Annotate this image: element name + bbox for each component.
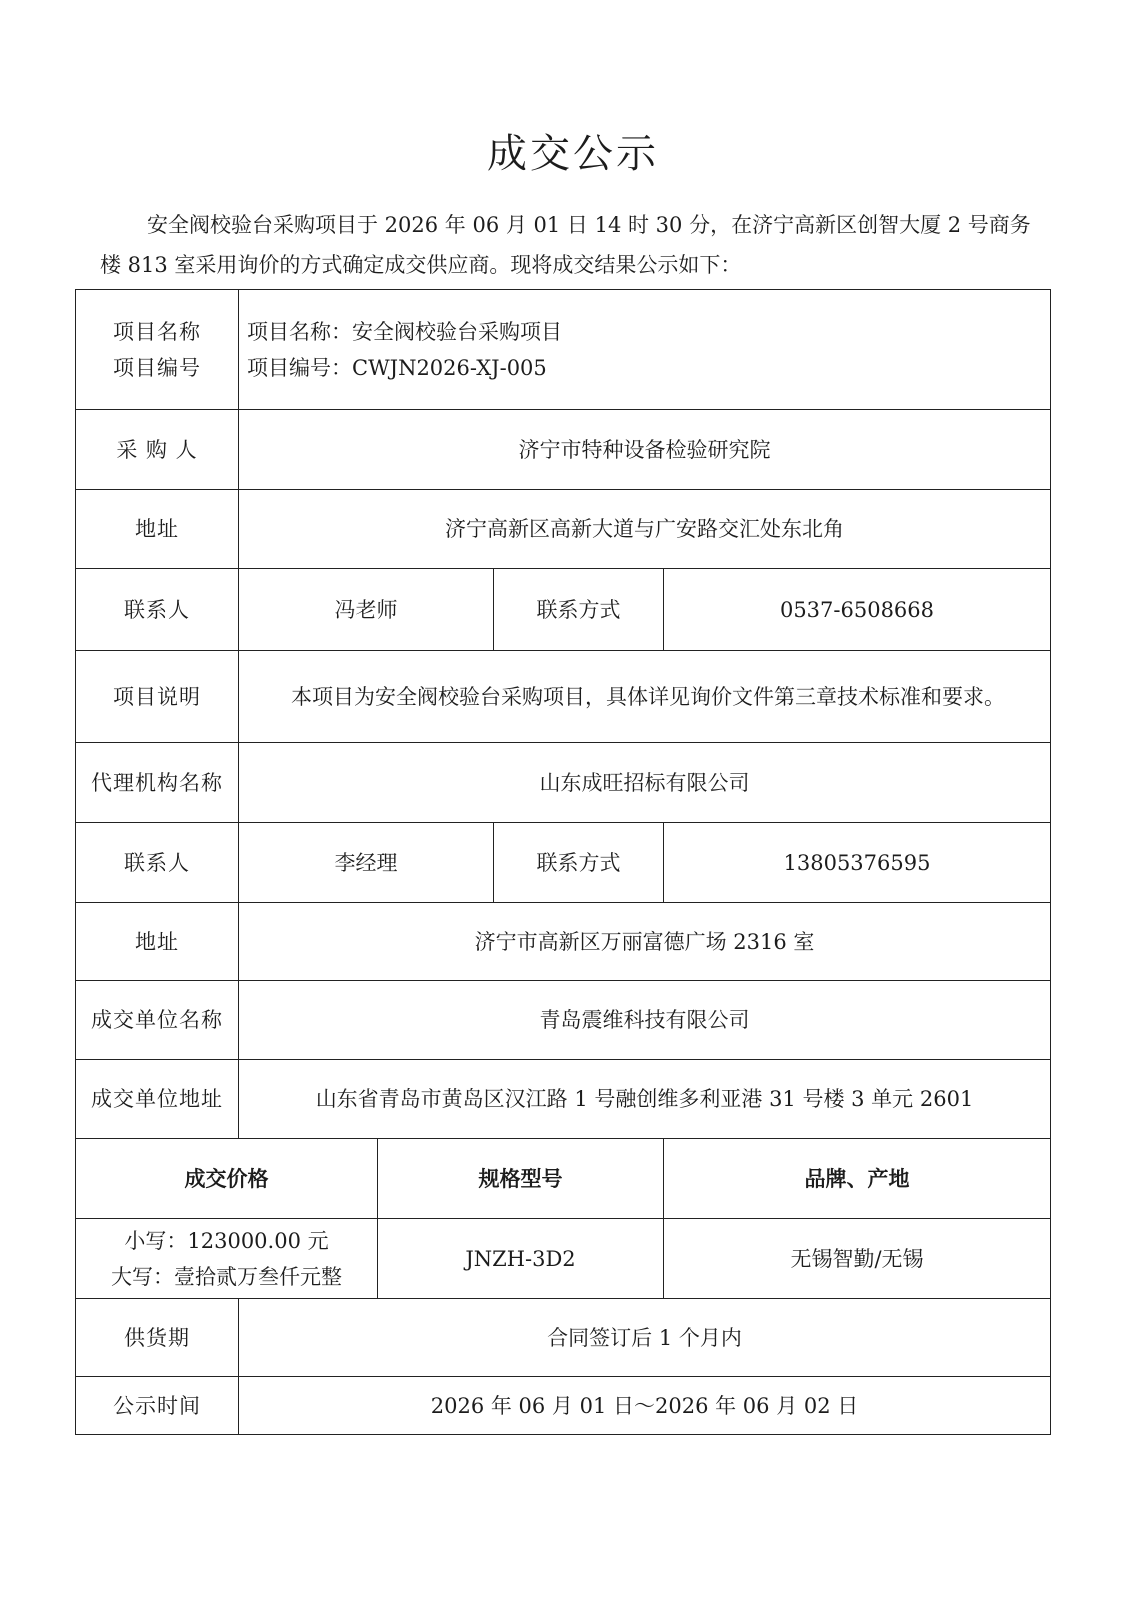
- project-labels: [76, 290, 239, 410]
- agency-address-label: 地址: [76, 903, 239, 981]
- agency-phone-label: 联系方式: [494, 823, 664, 903]
- row-publicity: [76, 1377, 1051, 1435]
- row-project: [76, 290, 1051, 410]
- brand-value: 无锡智勤/无锡: [664, 1219, 1051, 1299]
- row-delivery: [76, 1299, 1051, 1377]
- page-title: 成交公示: [487, 131, 659, 177]
- publicity-value: 2026 年 06 月 01 日～2026 年 06 月 02 日: [239, 1377, 1051, 1435]
- row-agency: [76, 743, 1051, 823]
- project-code-label: 项目编号: [113, 355, 201, 380]
- row-description: [76, 651, 1051, 743]
- agency-phone-value: 13805376595: [664, 823, 1051, 903]
- delivery-value: 合同签订后 1 个月内: [239, 1299, 1051, 1377]
- price-small: 小写：123000.00 元: [124, 1228, 329, 1253]
- agency-value: 山东成旺招标有限公司: [239, 743, 1051, 823]
- row-deal-values: [76, 1219, 1051, 1299]
- winner-address-label: 成交单位地址: [76, 1060, 239, 1139]
- model-header: 规格型号: [378, 1139, 664, 1219]
- row-purchaser-contact: [76, 569, 1051, 651]
- purchaser-contact-value: 冯老师: [239, 569, 494, 651]
- row-agency-address: [76, 903, 1051, 981]
- row-winner-address: [76, 1060, 1051, 1139]
- purchaser-value: 济宁市特种设备检验研究院: [239, 410, 1051, 490]
- price-header: 成交价格: [76, 1139, 378, 1219]
- row-purchaser-address: [76, 490, 1051, 569]
- agency-contact-value: 李经理: [239, 823, 494, 903]
- delivery-label: 供货期: [76, 1299, 239, 1377]
- brand-header: 品牌、产地: [664, 1139, 1051, 1219]
- purchaser-address-label: 地址: [76, 490, 239, 569]
- project-name-value: 项目名称：安全阀校验台采购项目: [247, 319, 562, 344]
- winner-name-label: 成交单位名称: [76, 981, 239, 1060]
- row-agency-contact: [76, 823, 1051, 903]
- row-purchaser: [76, 410, 1051, 490]
- price-big: 大写：壹拾贰万叁仟元整: [111, 1264, 342, 1289]
- purchaser-contact-label: 联系人: [76, 569, 239, 651]
- winner-name-value: 青岛震维科技有限公司: [239, 981, 1051, 1060]
- project-name-label: 项目名称: [113, 319, 201, 344]
- publicity-label: 公示时间: [76, 1377, 239, 1435]
- agency-address-value: 济宁市高新区万丽富德广场 2316 室: [239, 903, 1051, 981]
- purchaser-label: 采 购 人: [76, 410, 239, 490]
- description-label: 项目说明: [76, 651, 239, 743]
- intro-paragraph: 安全阀校验台采购项目于 2026 年 06 月 01 日 14 时 30 分，在济宁高新区创智大厦 2 号商务楼 813 室采用询价的方式确定成交供应商。现将成交结果公示如下：: [100, 213, 1031, 277]
- row-winner-name: [76, 981, 1051, 1060]
- result-table: [75, 289, 1051, 1435]
- model-value: JNZH-3D2: [378, 1219, 664, 1299]
- purchaser-phone-label: 联系方式: [494, 569, 664, 651]
- agency-label: 代理机构名称: [76, 743, 239, 823]
- description-value: 本项目为安全阀校验台采购项目，具体详见询价文件第三章技术标准和要求。: [239, 651, 1051, 743]
- winner-address-value: 山东省青岛市黄岛区汉江路 1 号融创维多利亚港 31 号楼 3 单元 2601: [239, 1060, 1051, 1139]
- project-code-value: 项目编号：CWJN2026-XJ-005: [247, 355, 547, 380]
- row-deal-header: [76, 1139, 1051, 1219]
- project-values: [239, 290, 1051, 410]
- purchaser-phone-value: 0537-6508668: [664, 569, 1051, 651]
- purchaser-address-value: 济宁高新区高新大道与广安路交汇处东北角: [239, 490, 1051, 569]
- price-value: [76, 1219, 378, 1299]
- agency-contact-label: 联系人: [76, 823, 239, 903]
